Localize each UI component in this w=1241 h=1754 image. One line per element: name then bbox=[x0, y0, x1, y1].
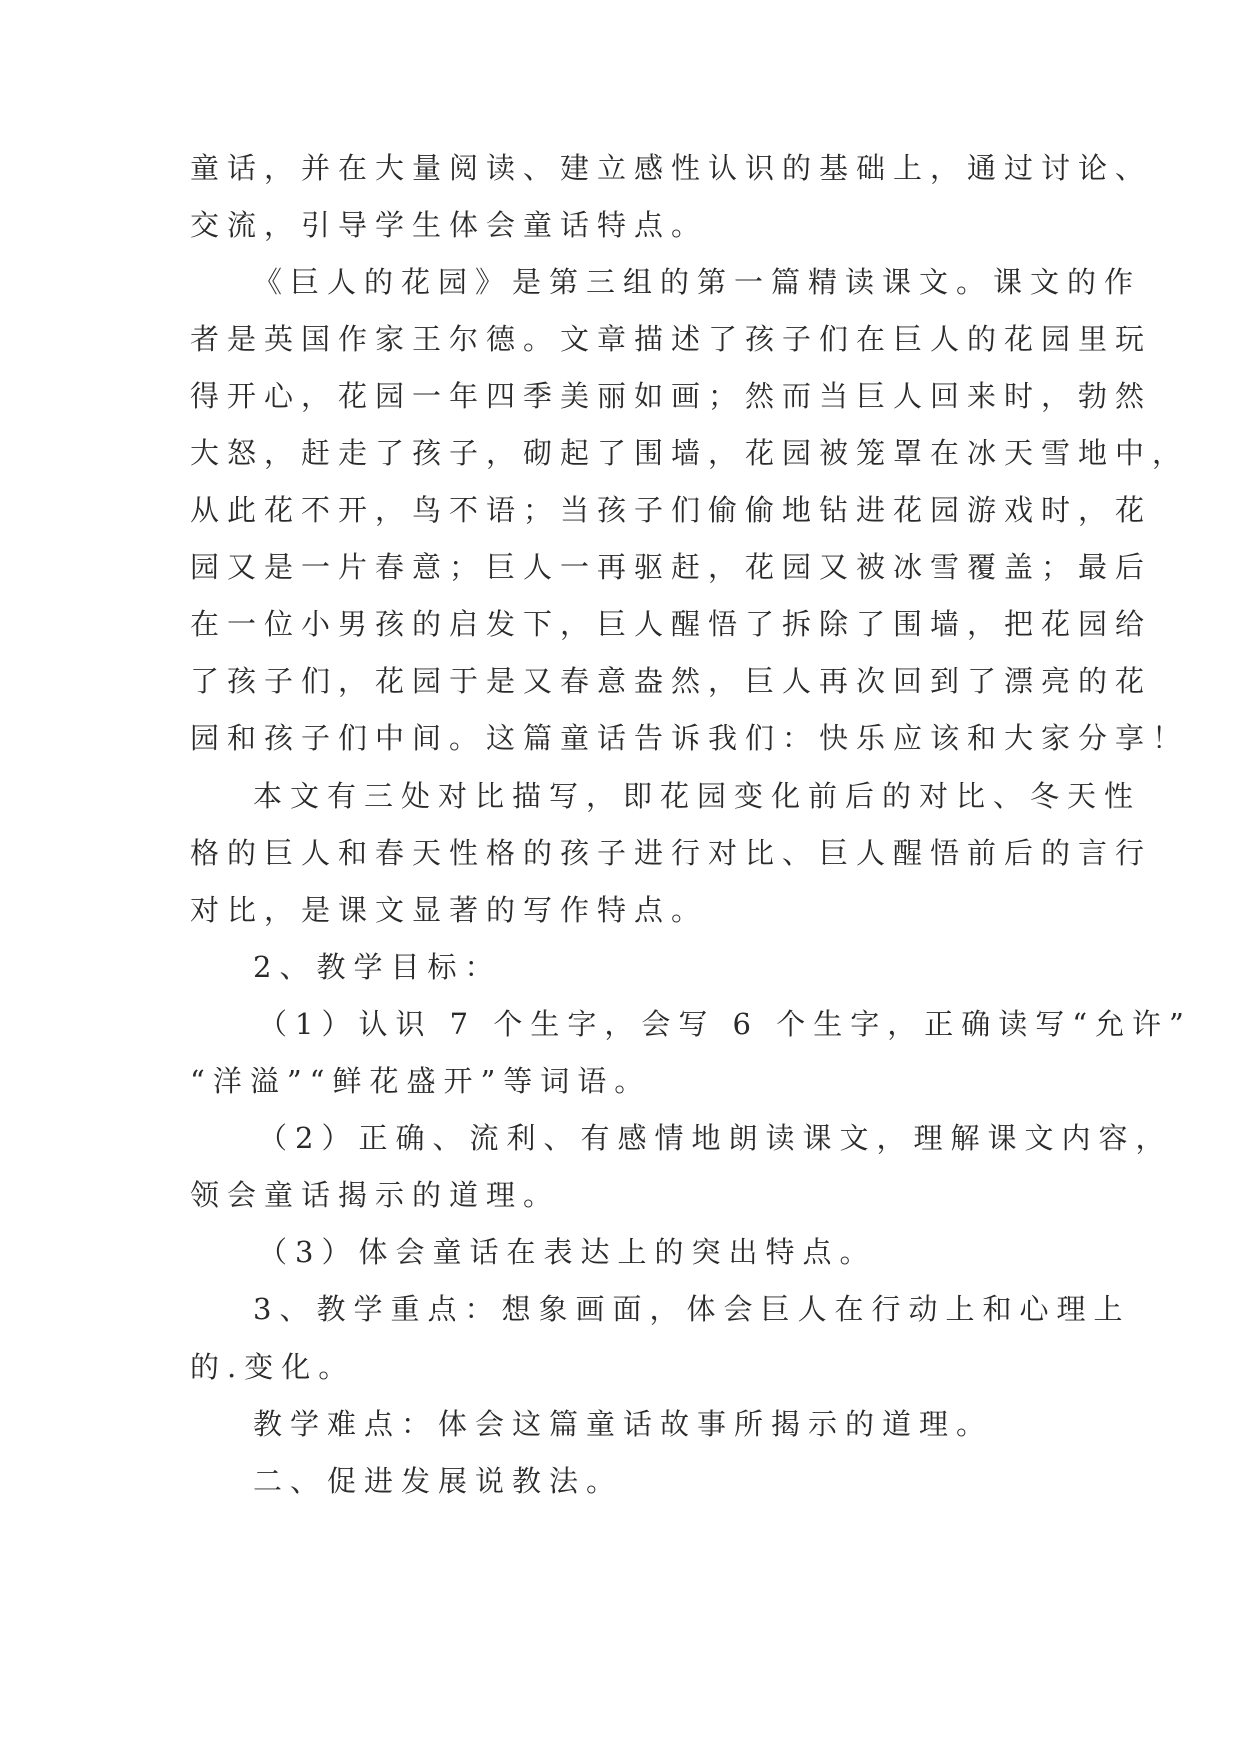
text-line: 者是英国作家王尔德。文章描述了孩子们在巨人的花园里玩 bbox=[190, 322, 1153, 356]
text-line: 从此花不开，鸟不语；当孩子们偷偷地钻进花园游戏时，花 bbox=[190, 493, 1153, 527]
text-line: 《巨人的花园》是第三组的第一篇精读课文。课文的作 bbox=[253, 265, 1142, 299]
text-line: 3、教学重点：想象画面，体会巨人在行动上和心理上 bbox=[253, 1292, 1131, 1326]
text-line: 对比，是课文显著的写作特点。 bbox=[190, 893, 709, 927]
text-line: （2）正确、流利、有感情地朗读课文，理解课文内容， bbox=[258, 1121, 1173, 1155]
text-line: 园和孩子们中间。这篇童话告诉我们：快乐应该和大家分享！ bbox=[190, 721, 1190, 755]
text-line: 的.变化。 bbox=[190, 1350, 356, 1384]
text-line: 格的巨人和春天性格的孩子进行对比、巨人醒悟前后的言行 bbox=[190, 836, 1153, 870]
text-line: “洋溢”“鲜花盛开”等词语。 bbox=[190, 1064, 652, 1098]
text-line: 得开心，花园一年四季美丽如画；然而当巨人回来时，勃然 bbox=[190, 379, 1153, 413]
text-line: （3）体会童话在表达上的突出特点。 bbox=[258, 1235, 877, 1269]
text-line: 童话，并在大量阅读、建立感性认识的基础上，通过讨论、 bbox=[190, 151, 1153, 185]
text-line: 本文有三处对比描写，即花园变化前后的对比、冬天性 bbox=[253, 779, 1142, 813]
text-line: 交流，引导学生体会童话特点。 bbox=[190, 208, 709, 242]
text-line: 了孩子们，花园于是又春意盎然，巨人再次回到了漂亮的花 bbox=[190, 664, 1153, 698]
text-line: （1）认识 7 个生字，会写 6 个生字，正确读写“允许” bbox=[258, 1007, 1192, 1041]
text-line: 园又是一片春意；巨人一再驱赶，花园又被冰雪覆盖；最后 bbox=[190, 550, 1153, 584]
text-line: 领会童话揭示的道理。 bbox=[190, 1178, 561, 1212]
text-line: 大怒，赶走了孩子，砌起了围墙，花园被笼罩在冰天雪地中， bbox=[190, 436, 1190, 470]
text-line: 2、教学目标： bbox=[253, 950, 502, 984]
text-line: 教学难点：体会这篇童话故事所揭示的道理。 bbox=[253, 1407, 994, 1441]
text-line: 在一位小男孩的启发下，巨人醒悟了拆除了围墙，把花园给 bbox=[190, 607, 1153, 641]
text-line: 二、促进发展说教法。 bbox=[253, 1464, 624, 1498]
